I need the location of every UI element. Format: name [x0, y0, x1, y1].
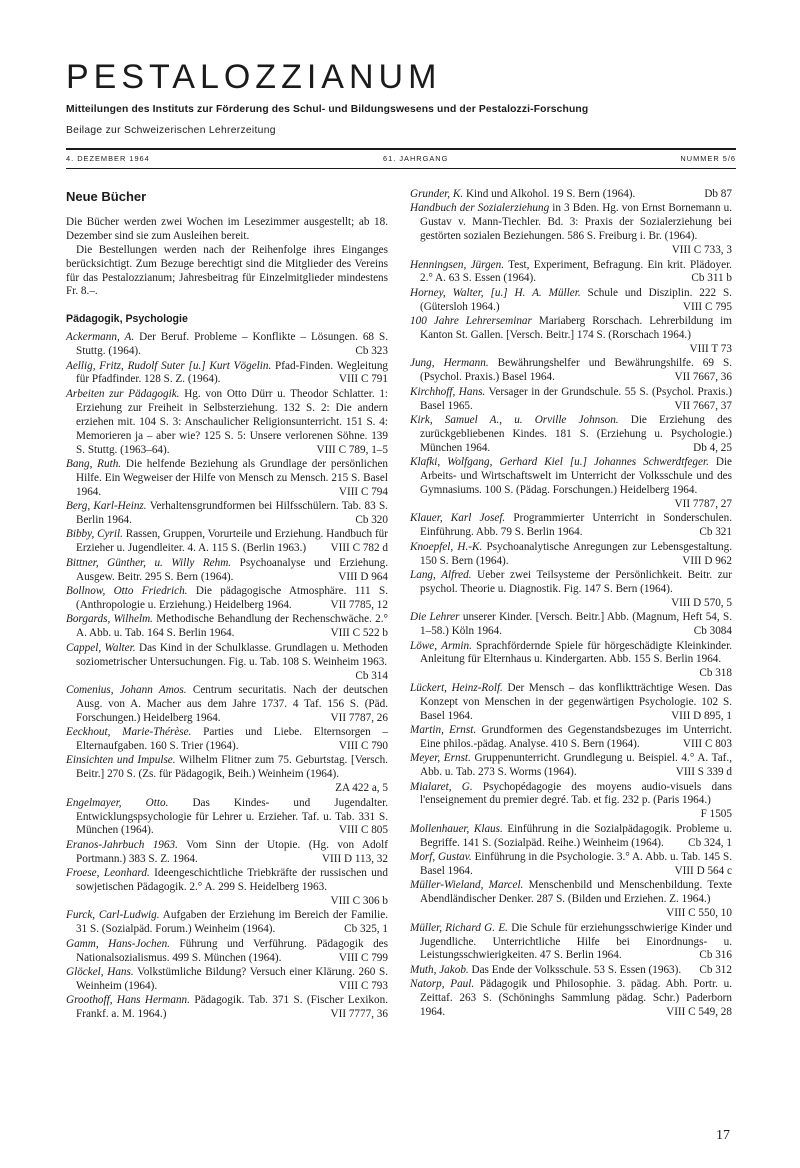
shelf-signature: Cb 312: [699, 963, 732, 976]
left-column: [66, 188, 388, 1023]
book-author: Furck, Carl-Ludwig.: [66, 909, 160, 922]
book-entry: [410, 188, 732, 202]
shelf-signature: VIII C 790: [338, 740, 388, 753]
shelf-signature: VIII C 522 b: [330, 627, 388, 640]
book-description: unserer Kinder. [Versch. Beitr.] Abb. (Magnum, Heft 54, S. 1–58.) Köln 1964.: [420, 611, 733, 638]
book-entry: [410, 357, 732, 385]
book-entry: [66, 585, 388, 613]
shelf-signature: VIII C 793: [338, 979, 388, 992]
book-author: Grunder, K.: [410, 188, 464, 200]
book-description: Parties und Liebe. Elternsorgen – Elternaufgaben. 160 S. Trier (1964).: [76, 726, 389, 753]
book-description: Der Mensch – das konfliktträchtige Wesen. Das Konzept von Menschen in der gegenwärtigen Psychologie. 102 S. Basel 1964.: [420, 681, 732, 722]
shelf-signature: Cb 320: [355, 514, 388, 527]
issue-volume: 61. JAHRGANG: [383, 154, 449, 163]
book-author: Bittner, Günther, u. Willy Rehm.: [66, 556, 232, 569]
book-list-left: [66, 331, 388, 1022]
shelf-signature: VIII C 306 b: [330, 895, 388, 907]
shelf-signature: VIII C 791: [338, 373, 388, 386]
journal-subtitle: Mitteilungen des Instituts zur Förderung des Schul- und Bildungswesens und der Pestalozzi-Forschung: [66, 104, 589, 115]
shelf-signature: VII 7787, 27: [674, 497, 732, 510]
book-entry: [66, 867, 388, 909]
book-description: Sprachfördernde Spiele für hörgeschädigte Kleinkinder. Anleitung für Elternhaus u. Kindergarten. Abb. 155 S. Berlin 1964.: [420, 639, 732, 666]
book-author: Cappel, Walter.: [66, 641, 136, 654]
shelf-signature: VIII C 794: [338, 485, 388, 498]
book-author: Bibby, Cyril.: [66, 528, 123, 541]
book-entry: [66, 528, 388, 556]
header-rule-top: [66, 148, 736, 150]
shelf-signature: Cb 316: [699, 949, 732, 962]
book-description: Das Kindes- und Jugendalter. Entwicklungspsychologie für Lehrer u. Erzieher. Taf. u. Tab. 331 S. München (1964).: [76, 796, 389, 837]
book-entry: [66, 797, 388, 839]
book-entry: [410, 414, 732, 456]
book-author: Knoepfel, H.-K.: [410, 540, 483, 553]
book-author: Müller, Richard G. E.: [410, 921, 508, 934]
shelf-signature: Cb 321: [699, 526, 732, 539]
book-description: Menschenbild und Menschenbildung. Texte Abendländischer Denker. 287 S. (Bilden und Erziehen. Z. 1964.): [420, 879, 733, 906]
book-author: Lang, Alfred.: [410, 568, 472, 581]
book-entry: [410, 851, 732, 879]
shelf-signature: Cb 325, 1: [344, 923, 388, 936]
shelf-signature: VIII C 803: [682, 737, 732, 750]
book-entry: [410, 386, 732, 414]
book-author: Aellig, Fritz, Rudolf Suter [u.] Kurt Vögelin.: [66, 359, 272, 372]
shelf-signature: VIII D 895, 1: [671, 709, 732, 722]
book-entry: [66, 360, 388, 388]
book-description: Die Arbeits- und Wirtschaftswelt im Unterricht der Volksschule und des Gymnasiums. 100 S. (Pädag. Forschungen.) Heidelberg 1964.: [420, 456, 733, 497]
book-author: Martin, Ernst.: [410, 723, 477, 736]
book-description: Das Ende der Volksschule. 53 S. Essen (1963).: [471, 963, 682, 976]
book-author: Glöckel, Hans.: [66, 966, 134, 979]
book-entry: [410, 512, 732, 540]
book-description: Centrum securitatis. Nach der deutschen Ausg. von A. Macher aus dem Jahre 1737. 4 Taf. 156 S. (Päd. Forschungen.) Heidelberg 1964.: [76, 683, 389, 724]
book-entry: [410, 724, 732, 752]
book-author: Die Lehrer: [410, 611, 460, 624]
book-entry: [410, 569, 732, 611]
shelf-signature: Cb 318: [699, 667, 732, 680]
book-author: Löwe, Armin.: [410, 639, 472, 652]
journal-title: PESTALOZZIANUM: [66, 58, 442, 96]
book-author: Klauer, Karl Josef.: [410, 512, 506, 525]
shelf-signature: Db 4, 25: [693, 441, 732, 454]
book-entry: [410, 879, 732, 921]
book-entry: [66, 754, 388, 796]
book-entry: [66, 938, 388, 966]
book-author: Bollnow, Otto Friedrich.: [66, 585, 188, 598]
book-author: Horney, Walter, [u.] H. A. Müller.: [410, 286, 581, 299]
book-entry: [410, 823, 732, 851]
book-description: Die helfende Beziehung als Grundlage der persönlichen Hilfe. Ein Wegweiser der Hilfe von Mensch zu Mensch. 215 S. Basel 1964.: [76, 457, 389, 498]
journal-supplement-line: Beilage zur Schweizerischen Lehrerzeitung: [66, 125, 276, 136]
book-description: Wilhelm Flitner zum 75. Geburtstag. [Versch. Beitr.] 270 S. (Zs. für Pädagogik, Beih.) Weinheim (1964).: [76, 754, 388, 781]
book-description: Aufgaben der Erziehung im Bereich der Familie. 31 S. (Sozialpäd. Forum.) Weinheim (1964).: [76, 909, 388, 936]
shelf-signature: Cb 311 b: [691, 272, 732, 285]
book-author: Jung, Hermann.: [410, 357, 489, 370]
book-author: Kirchhoff, Hans.: [410, 385, 486, 398]
book-description: Psychoanalyse und Erziehung. Ausgew. Beitr. 295 S. Bern (1964).: [76, 556, 389, 583]
book-description: Die Schule für erziehungsschwierige Kinder und Jugendliche. Unterrichtliche Hilfe bei Einordnungs- u. Leistungsschwierigkeiten. 47 S. Berlin 1964.: [420, 921, 733, 962]
shelf-signature: VIII C 805: [338, 824, 388, 837]
book-description: in 3 Bden. Hg. von Ernst Bornemann u. Gustav v. Mann-Tiechler. Bd. 3: Praxis der Sozialerziehung bei gestörten sozialen Beziehungen. 586 S. Freiburg i. Br. (1964).: [420, 202, 733, 243]
book-entry: [66, 388, 388, 458]
book-description: Pädagogik. Tab. 371 S. (Fischer Lexikon. Frankf. a. M. 1964.): [76, 994, 389, 1021]
shelf-signature: Cb 323: [355, 345, 388, 358]
book-description: Führung und Verführung. Pädagogik des Nationalsozialismus. 499 S. München (1964).: [76, 937, 389, 964]
shelf-signature: VIII C 789, 1–5: [316, 443, 388, 456]
book-description: Pfad-Finden. Wegleitung für Pfadfinder. 128 S. Z. (1964).: [76, 359, 389, 386]
book-entry: [66, 994, 388, 1022]
book-author: Berg, Karl-Heinz.: [66, 500, 147, 513]
book-entry: [66, 839, 388, 867]
shelf-signature: VII 7667, 37: [674, 399, 732, 412]
book-description: Rassen, Gruppen, Vorurteile und Erziehung. Handbuch für Erzieher u. Jugendleiter. 4. A. 115 S. (Berlin 1963.): [76, 528, 389, 555]
shelf-signature: VII 7787, 26: [330, 711, 388, 724]
book-description: Bewährungshelfer und Bewährungshilfe. 69 S. (Psychol. Praxis.) Basel 1964.: [420, 357, 732, 384]
book-description: Psychoanalytische Anregungen zur Lebensgestaltung. 150 S. Bern (1964).: [420, 540, 732, 567]
book-entry: [410, 640, 732, 682]
book-description: Gruppenunterricht. Grundlegung u. Beispiel. 4.° A. Taf., Abb. u. Tab. 273 S. Worms (1964).: [420, 752, 732, 779]
shelf-signature: VIII D 113, 32: [321, 852, 388, 865]
shelf-signature: VIII D 964: [338, 570, 388, 583]
book-description: Ideengeschichtliche Triebkräfte der russischen und sowjetischen Pädagogik. 2.° A. 299 S. Heidelberg 1963.: [76, 867, 388, 894]
book-description: Kind und Alkohol. 19 S. Bern (1964).: [465, 188, 636, 200]
book-author: Froese, Leonhard.: [66, 867, 150, 880]
book-description: Die pädagogische Atmosphäre. 111 S. (Anthropologie u. Erziehung.) Heidelberg 1964.: [76, 585, 388, 611]
book-author: Natorp, Paul.: [410, 978, 475, 991]
book-entry: [410, 202, 732, 258]
book-description: Programmierter Unterricht in Sonderschulen. Einführung. Abb. 79 S. Berlin 1964.: [420, 512, 733, 539]
shelf-signature: Db 87: [704, 188, 732, 200]
shelf-signature: VIII S 339 d: [675, 766, 732, 779]
book-description: Mariaberg Rorschach. Lehrerbildung im Kanton St. Gallen. [Versch. Beitr.] 174 S. (Rorschach 1964.): [420, 315, 732, 342]
book-description: Grundformen des Gegenstandsbezuges im Unterricht. Eine philos.-pädag. Analyse. 410 S. Bern (1964).: [420, 723, 732, 750]
book-description: Einführung in die Sozialpädagogik. Probleme u. Begriffe. 141 S. (Sozialpäd. Reihe.) Weinheim (1964).: [420, 822, 732, 849]
book-author: Lückert, Heinz-Rolf.: [410, 681, 503, 694]
book-author: Groothoff, Hans Hermann.: [66, 994, 190, 1007]
shelf-signature: VIII C 782 d: [330, 542, 388, 555]
book-author: Mialaret, G.: [410, 780, 473, 793]
section-intro: [66, 216, 388, 299]
header-rule-bottom: [66, 168, 736, 169]
shelf-signature: VIII C 550, 10: [666, 907, 732, 920]
book-entry: [410, 456, 732, 512]
shelf-signature: VIII C 795: [682, 300, 732, 313]
book-author: Engelmayer, Otto.: [66, 796, 169, 809]
book-entry: [66, 331, 388, 359]
issue-number: NUMMER 5/6: [680, 154, 736, 163]
book-entry: [410, 978, 732, 1020]
book-entry: [410, 964, 732, 978]
book-author: Henningsen, Jürgen.: [410, 258, 505, 271]
book-author: 100 Jahre Lehrerseminar: [410, 315, 532, 328]
book-author: Meyer, Ernst.: [410, 752, 471, 765]
shelf-signature: VIII D 570, 5: [671, 596, 732, 609]
book-description: Vom Sinn der Utopie. (Hg. von Adolf Portmann.) 383 S. Z. 1964.: [76, 838, 388, 865]
right-column: [410, 188, 732, 1020]
book-author: Kirk, Samuel A., u. Orville Johnson.: [410, 414, 619, 426]
book-description: Versager in der Grundschule. 55 S. (Psychol. Praxis.) Basel 1965.: [420, 385, 732, 412]
masthead: [66, 58, 746, 136]
book-author: Eeckhout, Marie-Thérèse.: [66, 726, 192, 739]
book-entry: [410, 287, 732, 315]
book-entry: [66, 966, 388, 994]
book-author: Muth, Jakob.: [410, 963, 469, 976]
book-author: Eranos-Jahrbuch 1963.: [66, 838, 178, 851]
book-entry: [66, 613, 388, 641]
section-title: Neue Bücher: [66, 189, 147, 204]
book-entry: [66, 557, 388, 585]
shelf-signature: VIII D 962: [682, 554, 732, 567]
subsection-heading: Pädagogik, Psychologie: [66, 313, 188, 326]
book-entry: [410, 611, 732, 639]
book-author: Müller-Wieland, Marcel.: [410, 879, 524, 892]
book-description: Test, Experiment, Befragung. Ein krit. Plädoyer. 2.° A. 63 S. Essen (1964).: [420, 258, 732, 285]
book-author: Einsichten und Impulse.: [66, 754, 176, 767]
book-description: Pädagogik und Philosophie. 3. pädag. Abh. Portr. u. Zeittaf. 263 S. (Schöninghs Sammlung pädag. Schr.) Paderborn 1964.: [420, 978, 733, 1019]
book-entry: [66, 500, 388, 528]
shelf-signature: VIII C 799: [338, 951, 388, 964]
book-entry: [66, 909, 388, 937]
book-entry: [410, 922, 732, 964]
shelf-signature: VII 7667, 36: [674, 371, 732, 384]
book-description: Volkstümliche Bildung? Versuch einer Klärung. 260 S. Weinheim (1964).: [76, 966, 388, 992]
shelf-signature: VIII T 73: [689, 342, 732, 355]
shelf-signature: F 1505: [700, 808, 732, 821]
book-description: Psychopédagogie des moyens audio-visuels dans l'enseignement du premier degré. Tab. et fig. 232 p. (Paris 1964.): [420, 780, 732, 807]
book-author: Bang, Ruth.: [66, 457, 122, 470]
issue-date: 4. DEZEMBER 1964: [66, 154, 150, 163]
book-author: Gamm, Hans-Jochen.: [66, 937, 170, 950]
book-description: Verhaltensgrundformen bei Hilfsschülern. Tab. 83 S. Berlin 1964.: [76, 500, 388, 527]
book-author: Arbeiten zur Pädagogik.: [66, 387, 180, 400]
book-author: Borgards, Wilhelm.: [66, 613, 153, 626]
book-description: Methodische Behandlung der Rechenschwäche. 2.° A. Abb. u. Tab. 164 S. Berlin 1964.: [76, 613, 389, 640]
shelf-signature: Cb 314: [355, 669, 388, 682]
book-entry: [66, 726, 388, 754]
book-entry: [410, 315, 732, 357]
book-author: Mollenhauer, Klaus.: [410, 822, 503, 835]
book-description: Einführung in die Psychologie. 3.° A. Abb. u. Tab. 145 S. Basel 1964.: [420, 851, 733, 877]
book-entry: [66, 642, 388, 684]
book-description: Ueber zwei Teilsysteme der Persönlichkeit. Beitr. zur psychol. Theorie u. Diagnostik. Fig. 147 S. Bern (1964).: [420, 568, 732, 595]
book-entry: [66, 684, 388, 726]
book-entry: [410, 259, 732, 287]
book-author: Ackermann, A.: [66, 331, 135, 344]
shelf-signature: VIII C 549, 28: [666, 1006, 732, 1019]
book-entry: [410, 781, 732, 823]
book-list-right: [410, 188, 732, 1020]
book-entry: [410, 541, 732, 569]
book-author: Klafki, Wolfgang, Gerhard Kiel [u.] Johannes Schwerdtfeger.: [410, 456, 709, 469]
book-description: Hg. von Otto Dürr u. Theodor Schlatter. 1: Erziehung zur Freiheit in Selbsterziehung. 132 S. 2: Die andern erziehen mit. 104 S. 3: Anschaulicher Religionsunterricht. 151 S. 4: Memorieren ja – aber wie? 125 S. 5: Unsere verlorenen Söhne. 139 S. Stuttg. (1963–64).: [76, 387, 389, 456]
shelf-signature: VIII D 564 c: [674, 865, 732, 877]
book-author: Morf, Gustav.: [410, 851, 472, 864]
shelf-signature: VII 7785, 12: [330, 598, 388, 611]
intro-paragraph: Die Bücher werden zwei Wochen im Lesezimmer ausgestellt; ab 18. Dezember sind sie zum Ausleihen bereit.: [66, 215, 388, 242]
book-description: Das Kind in der Schulklasse. Grundlagen u. Methoden soziometrischer Untersuchungen. Fig. u. Tab. 108 S. Weinheim 1963.: [76, 641, 389, 668]
book-author: Handbuch der Sozialerziehung: [410, 202, 550, 215]
intro-paragraph: Die Bestellungen werden nach der Reihenfolge ihres Einganges berücksichtigt. Zum Bezuge berechtigt sind die Mitglieder des Vereins für das Pestalozzianum; Jahresbeitrag für Einzelmitglieder mindestens Fr. 8.–.: [66, 243, 388, 298]
book-entry: [410, 752, 732, 780]
shelf-signature: Cb 324, 1: [688, 836, 732, 849]
book-description: Die Erziehung des zurückgebliebenen Kindes. 181 S. (Erziehung u. Psychologie.) München 1964.: [420, 414, 733, 454]
book-description: Schule und Disziplin. 222 S. (Gütersloh 1964.): [420, 286, 732, 313]
shelf-signature: ZA 422 a, 5: [335, 782, 388, 795]
book-author: Comenius, Johann Amos.: [66, 683, 187, 696]
shelf-signature: VII 7777, 36: [330, 1008, 388, 1021]
book-description: Der Beruf. Probleme – Konflikte – Lösungen. 68 S. Stuttg. (1964).: [76, 331, 389, 358]
shelf-signature: VIII C 733, 3: [671, 244, 732, 257]
page-number: 17: [716, 1128, 730, 1143]
shelf-signature: Cb 3084: [693, 625, 732, 638]
book-entry: [410, 682, 732, 724]
book-entry: [66, 458, 388, 500]
